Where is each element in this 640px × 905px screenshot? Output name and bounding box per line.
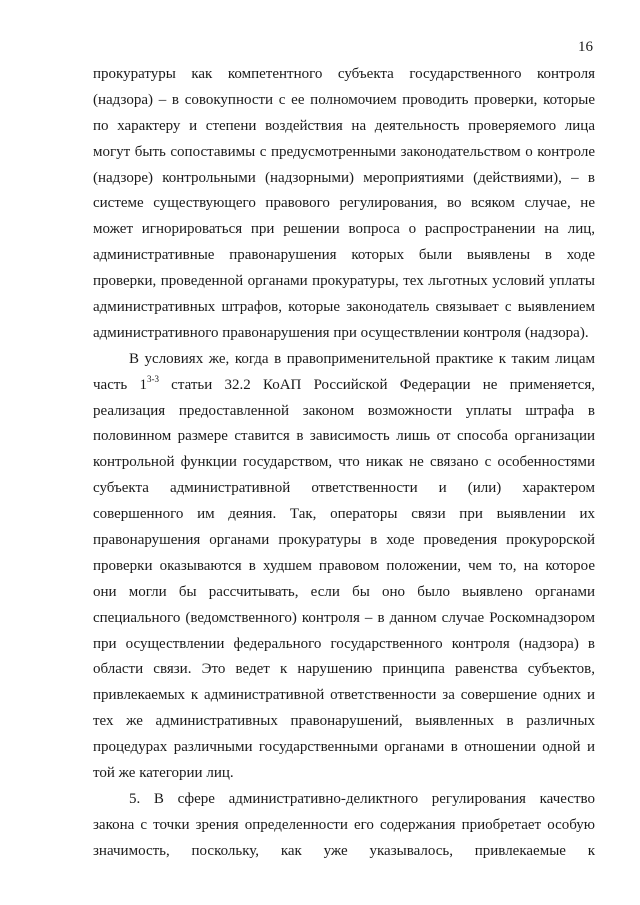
- text-line: могут быть сопоставимы с предусмотренными законодательством о контроле: [93, 143, 595, 160]
- superscript: 3-3: [146, 373, 159, 384]
- text-line: проверки оказываются в худшем правовом положении, чем то, на которое: [93, 557, 595, 574]
- page-number: 16: [578, 39, 593, 55]
- text-line: области связи. Это ведет к нарушению принципа равенства субъектов,: [93, 661, 595, 678]
- text-line: 5. В сфере административно-деликтного регулирования качество: [129, 790, 595, 807]
- paragraph-3: [93, 787, 595, 865]
- paragraph-1: [93, 62, 595, 347]
- text-line: контрольной функции государством, что никак не связано с особенностями: [93, 454, 595, 471]
- text-line-with-superscript: [93, 373, 595, 399]
- text-line: проверки, проведенной органами прокуратуры, тех льготных условий уплаты: [93, 273, 595, 290]
- text-line: административные правонарушения которых были выявлены в ходе: [93, 247, 595, 264]
- paragraph-2: [93, 347, 595, 787]
- text-line: половинном размере ставится в зависимость лишь от способа организации: [93, 428, 595, 445]
- text-line: административного правонарушения при осуществлении контроля (надзора).: [93, 324, 589, 341]
- text-line: административных штрафов, которые законодатель связывает с выявлением: [93, 299, 595, 316]
- text-line: субъекта административной ответственности и (или) характером: [93, 480, 595, 497]
- text-line: В условиях же, когда в правоприменительной практике к таким лицам: [129, 350, 595, 367]
- text-line: (надзоре) контрольными (надзорными) мероприятиями (действиями), – в: [93, 169, 595, 186]
- text-line: совершенного им деяния. Так, операторы связи при выявлении их: [93, 506, 595, 523]
- text-line: специального (ведомственного) контроля – в данном случае Роскомнадзором: [93, 609, 595, 626]
- text-line: тех же административных правонарушений, выявленных в различных: [93, 713, 595, 730]
- text-line: прокуратуры как компетентного субъекта государственного контроля: [93, 66, 595, 82]
- text-line: может игнорироваться при решении вопроса о распространении на лиц,: [93, 221, 595, 238]
- text-line: при осуществлении федерального государственного контроля (надзора) в: [93, 635, 595, 652]
- text-line: по характеру и степени воздействия на деятельность проверяемого лица: [93, 117, 595, 134]
- text-line: той же категории лиц.: [93, 765, 234, 782]
- text-line: реализация предоставленной законом возможности уплаты штрафа в: [93, 402, 595, 419]
- text-line: закона с точки зрения определенности его содержания приобретает особую: [93, 816, 595, 833]
- text-segment: часть 1: [93, 376, 147, 393]
- text-line: значимость, поскольку, как уже указывалось, привлекаемые к: [93, 842, 595, 859]
- text-line: процедурах различными государственными органами в отношении одной и: [93, 739, 595, 756]
- text-line: привлекаемых к административной ответственности за совершение одних и: [93, 687, 595, 704]
- document-body: [93, 62, 595, 865]
- text-line: правонарушения органами прокуратуры в ходе проведения прокурорской: [93, 532, 595, 549]
- text-segment: статьи 32.2 КоАП Российской Федерации не применяется,: [158, 376, 595, 393]
- text-line: системе существующего правового регулирования, во всяком случае, не: [93, 195, 595, 212]
- text-line: они могли бы рассчитывать, если бы оно было выявлено органами: [93, 583, 595, 600]
- text-line: (надзора) – в совокупности с ее полномочием проводить проверки, которые: [93, 91, 595, 108]
